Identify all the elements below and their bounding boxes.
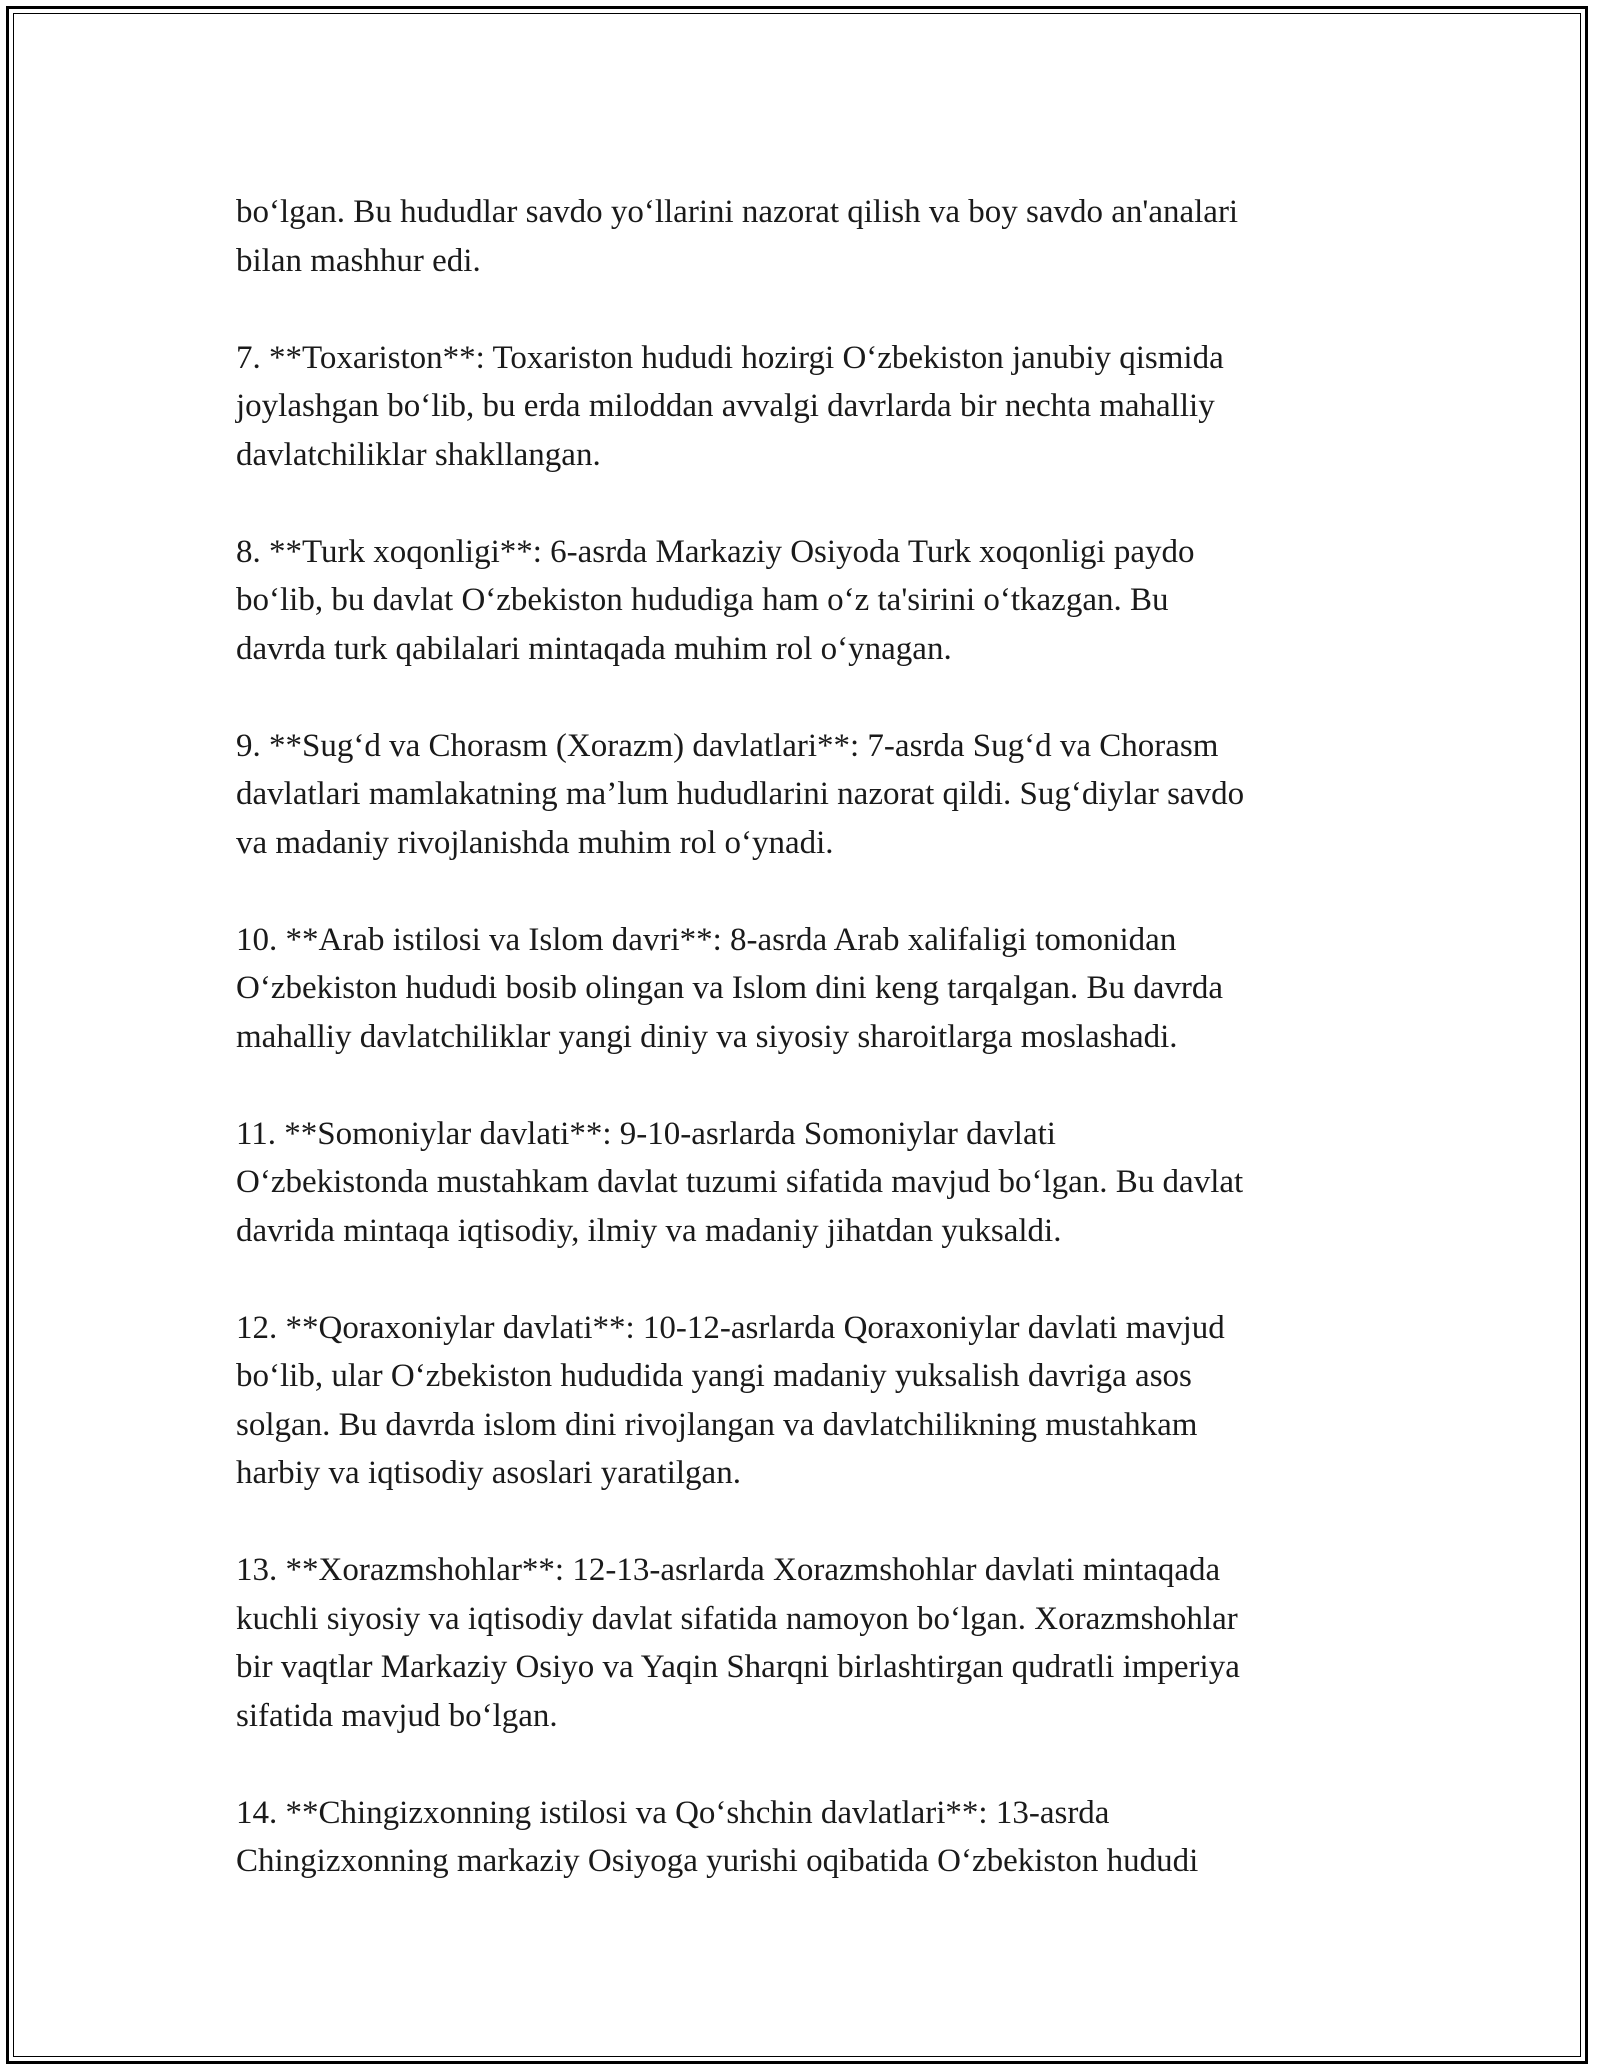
paragraph-somoniylar: 11. **Somoniylar davlati**: 9-10-asrlarda Somoniylar davlati O‘zbekistonda mustahkam davlat tuzumi sifatida mavjud bo‘lgan. Bu davlat davrida mintaqa iqtisodiy, ilmiy va madaniy jihatdan yuksaldi. [236, 1115, 1244, 1249]
paragraph-xorazmshohlar: 13. **Xorazmshohlar**: 12-13-asrlarda Xorazmshohlar davlati mintaqada kuchli siyosiy va iqtisodiy davlat sifatida namoyon bo‘lgan. Xorazmshohlar bir vaqtlar Markaziy Osiyo va Yaqin Sharqni birlashtirgan qudratli imperiya sifatida mavjud bo‘lgan. [236, 1552, 1240, 1734]
paragraph-continuation: bo‘lgan. Bu hududlar savdo yo‘llarini nazorat qilish va boy savdo an'analari bilan mashhur edi. [236, 194, 1239, 279]
document-body [236, 188, 1386, 1934]
paragraph-turk-xoqonligi: 8. **Turk xoqonligi**: 6-asrda Markaziy Osiyoda Turk xoqonligi paydo bo‘lib, bu davlat O‘zbekiston hududiga ham o‘z ta'sirini o‘tkazgan. Bu davrda turk qabilalari mintaqada muhim rol o‘ynagan. [236, 533, 1195, 667]
paragraph-chingizxon: 14. **Chingizxonning istilosi va Qo‘shchin davlatlari**: 13-asrda Chingizxonning markaziy Osiyoga yurishi oqibatida O‘zbekiston hududi [236, 1794, 1199, 1879]
paragraph-sugd-chorasm: 9. **Sug‘d va Chorasm (Xorazm) davlatlari**: 7-asrda Sug‘d va Chorasm davlatlari mamlakatning ma’lum hududlarini nazorat qildi. Sug‘diylar savdo va madaniy rivojlanishda muhim rol o‘ynadi. [236, 727, 1245, 861]
paragraph-qoraxoniylar: 12. **Qoraxoniylar davlati**: 10-12-asrlarda Qoraxoniylar davlati mavjud bo‘lib, ular O‘zbekiston hududida yangi madaniy yuksalish davriga asos solgan. Bu davrda islom dini rivojlangan va davlatchilikning mustahkam harbiy va iqtisodiy asoslari yaratilgan. [236, 1309, 1225, 1491]
paragraph-arab-istilosi: 10. **Arab istilosi va Islom davri**: 8-asrda Arab xalifaligi tomonidan O‘zbekiston hududi bosib olingan va Islom dini keng tarqalgan. Bu davrda mahalliy davlatchiliklar yangi diniy va siyosiy sharoitlarga moslashadi. [236, 921, 1224, 1055]
paragraph-toxariston: 7. **Toxariston**: Toxariston hududi hozirgi O‘zbekiston janubiy qismida joylashgan bo‘lib, bu erda miloddan avvalgi davrlarda bir nechta mahalliy davlatchiliklar shakllangan. [236, 339, 1224, 473]
